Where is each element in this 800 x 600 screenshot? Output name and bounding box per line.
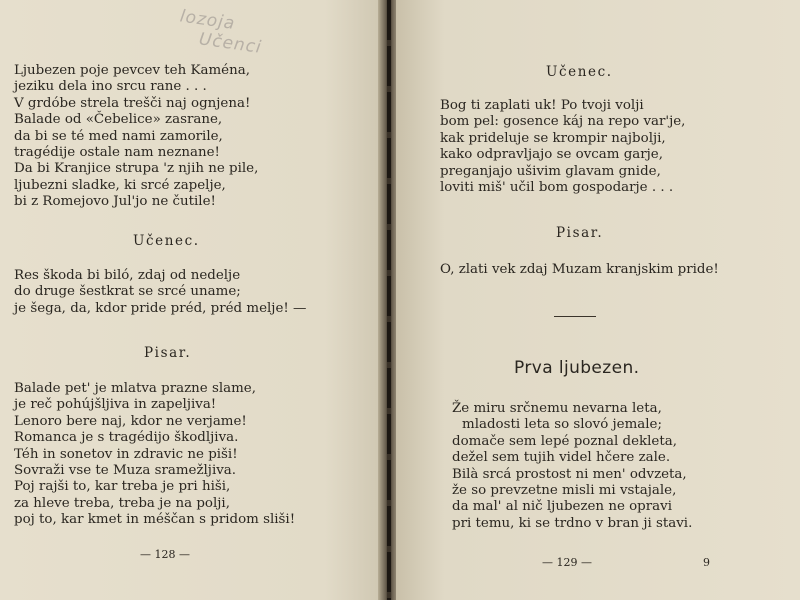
verse-line: bi z Romejovo Jul'jo ne čutile! xyxy=(14,194,216,210)
verse-line: da bi se té med nami zamorile, xyxy=(14,128,223,144)
poem-title: Prva ljubezen. xyxy=(514,358,640,378)
verse-line: Téh in sonetov in zdravic ne piši! xyxy=(14,446,238,462)
verse-line: poj to, kar kmet in méščan s pridom sliši! xyxy=(14,512,296,528)
verse-line: do druge šestkrat se srcé uname; xyxy=(14,284,241,300)
right-page xyxy=(396,0,800,600)
speaker-heading: Učenec. xyxy=(546,64,613,80)
verse-line: Ljubezen poje pevcev teh Kaména, xyxy=(14,63,250,78)
verse-line: domače sem lepé poznal dekleta, xyxy=(452,433,677,449)
pencil-annotation xyxy=(176,6,320,65)
verse-line: tragédije ostale nam neznane! xyxy=(14,145,220,161)
page-number: — 128 — xyxy=(140,548,190,561)
speaker-heading: Pisar. xyxy=(144,345,192,361)
speaker-heading: Pisar. xyxy=(556,225,604,241)
verse-line: Romanca je s tragédijo škodljiva. xyxy=(14,430,239,446)
signature-mark: 9 xyxy=(703,556,710,569)
verse-line: Balade od «Čebelice» zasrane, xyxy=(14,112,223,128)
verse-line: Že miru srčnemu nevarna leta, xyxy=(452,401,662,416)
verse-line: Res škoda bi biló, zdaj od nedelje xyxy=(14,268,241,283)
verse-line: mladosti leta so slovó jemale; xyxy=(462,417,662,433)
verse-line: pri temu, ki se trdno v bran ji stavi. xyxy=(452,515,693,531)
verse-line: preganjajo ušivim glavam gnide, xyxy=(440,163,661,179)
verse-line: Da bi Kranjice strupa 'z njih ne pile, xyxy=(14,161,259,177)
stanza-2 xyxy=(440,262,719,278)
annotation-line: lozoja xyxy=(178,6,237,34)
verse-line: loviti miš' učil bom gospodarje . . . xyxy=(440,180,674,196)
binding-thread xyxy=(387,0,391,600)
left-page xyxy=(0,0,382,600)
verse-line: Bilà srcá prostost ni men' odvzeta, xyxy=(452,466,687,482)
verse-line: da mal' al nič ljubezen ne opravi xyxy=(452,499,672,515)
verse-line: že so prevzetne misli mi vstajale, xyxy=(452,483,677,499)
speaker-heading: Učenec. xyxy=(133,233,200,249)
stanza-1 xyxy=(14,63,258,211)
stanza-1 xyxy=(440,98,685,196)
annotation-line: Učenci xyxy=(197,29,263,58)
verse-line: ljubezni sladke, ki srcé zapelje, xyxy=(14,177,226,193)
verse-line: je reč pohújšljiva in zapeljiva! xyxy=(14,397,217,413)
stanza-3 xyxy=(452,401,692,532)
stanza-2 xyxy=(14,268,306,317)
page-number: — 129 — xyxy=(542,556,592,569)
verse-line: V grdóbe strela trešči naj ognjena! xyxy=(14,95,251,111)
verse-line: Poj rajši to, kar treba je pri hiši, xyxy=(14,479,231,495)
verse-line: bom pel: gosence káj na repo var'je, xyxy=(440,114,686,130)
verse-line: za hleve treba, treba je na polji, xyxy=(14,495,230,511)
verse-line: Sovraži vse te Muza sramežljiva. xyxy=(14,463,237,479)
verse-line: Bog ti zaplati uk! Po tvoji volji xyxy=(440,98,644,113)
section-divider xyxy=(554,316,596,317)
verse-line: jeziku dela ino srcu rane . . . xyxy=(14,79,207,95)
verse-line: Balade pet' je mlatva prazne slame, xyxy=(14,381,256,396)
verse-line: O, zlati vek zdaj Muzam kranjskim pride! xyxy=(440,262,719,277)
stanza-3 xyxy=(14,381,295,529)
verse-line: kako odpravljajo se ovcam garje, xyxy=(440,147,663,163)
verse-line: Lenoro bere naj, kdor ne verjame! xyxy=(14,413,247,429)
verse-line: je šega, da, kdor pride préd, préd melje! — xyxy=(14,300,307,316)
verse-line: dežel sem tujih videl hčere zale. xyxy=(452,450,671,466)
verse-line: kak prideluje se krompir najbolji, xyxy=(440,130,666,146)
